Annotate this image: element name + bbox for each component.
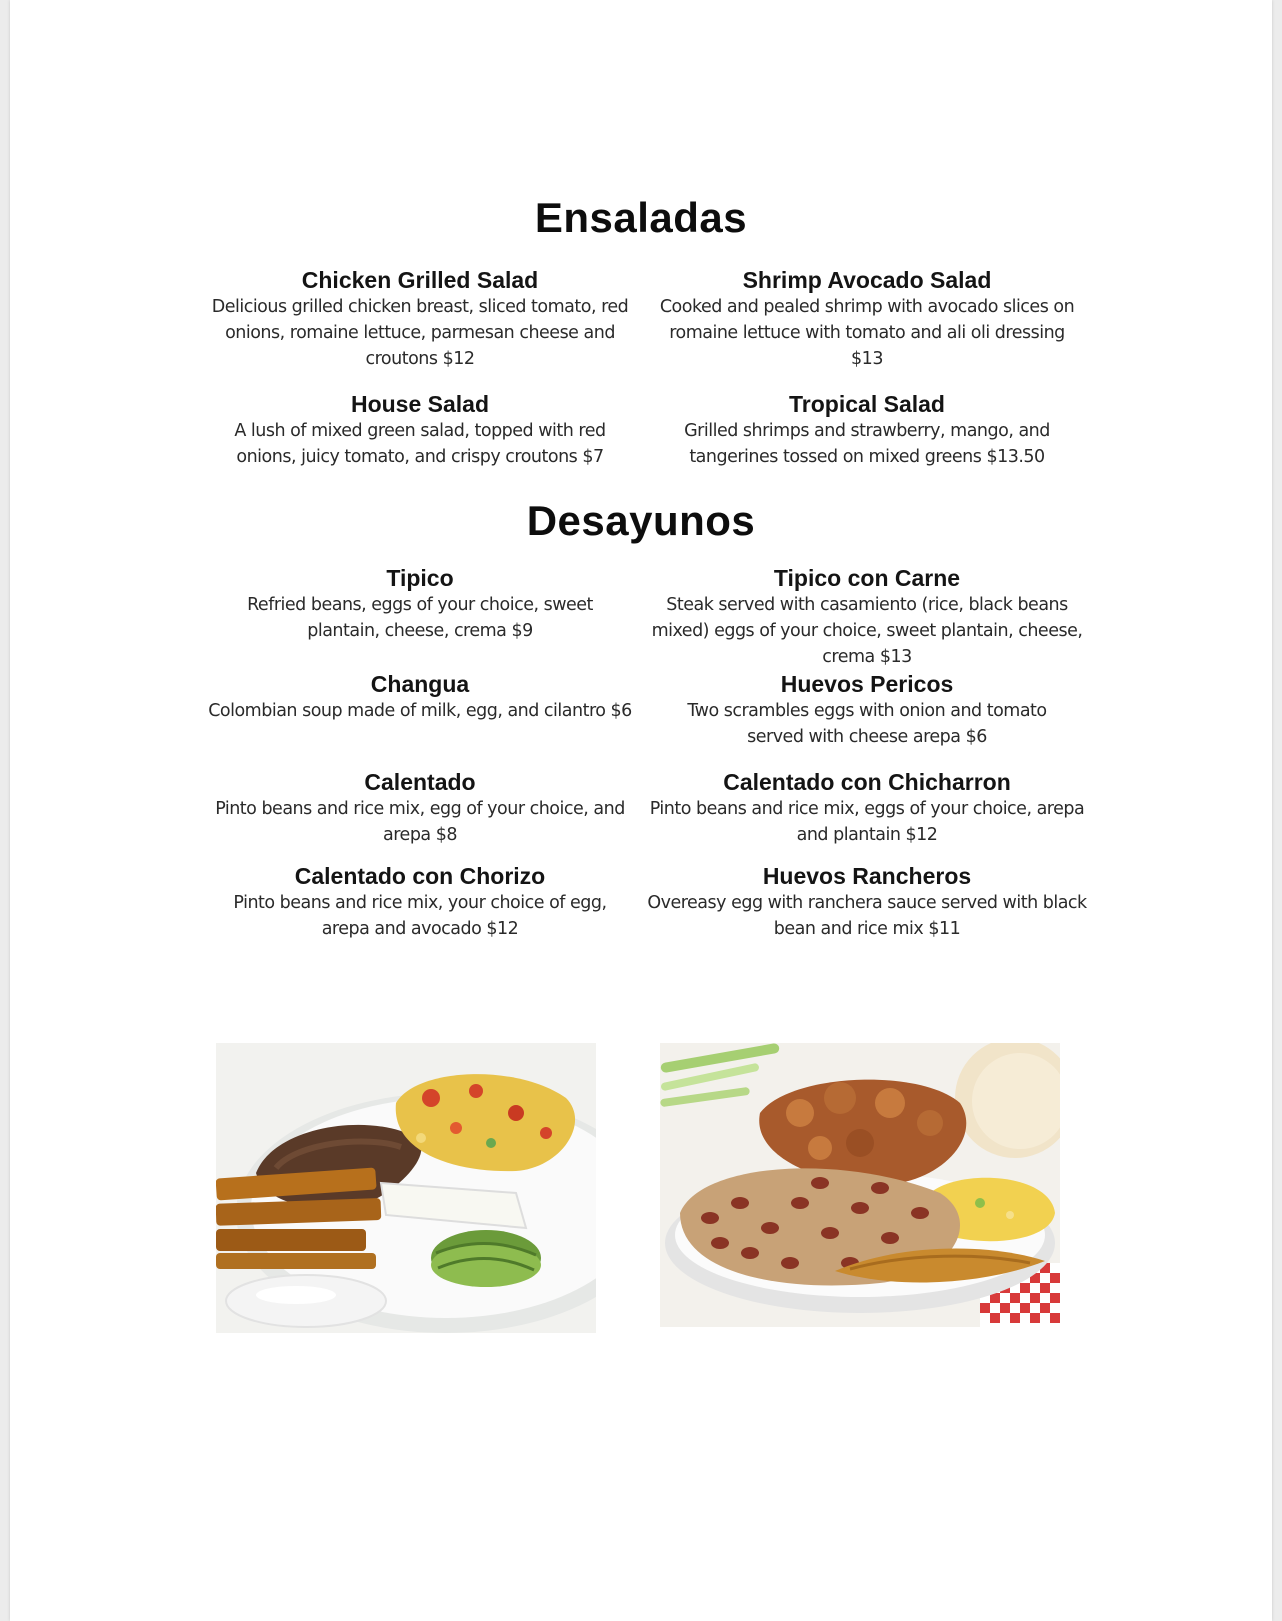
item-name: Shrimp Avocado Salad [742, 267, 992, 293]
item-name: Changua [370, 671, 470, 697]
item-description: Cooked and pealed shrimp with avocado slices on romaine lettuce with tomato and ali oli dressing $13 [659, 297, 1075, 369]
item-name: Chicken Grilled Salad [301, 267, 539, 293]
section-title-ensaladas: Ensaladas [534, 194, 748, 241]
item-description: Pinto beans and rice mix, egg of your choice, and arepa $8 [215, 799, 625, 845]
photo-calentado-plate [660, 1043, 1060, 1327]
item-name: Calentado con Chorizo [294, 863, 546, 889]
item-name: Tropical Salad [789, 391, 945, 417]
item-description: Pinto beans and rice mix, eggs of your choice, arepa and plantain $12 [649, 799, 1085, 845]
section-title-desayunos: Desayunos [526, 497, 756, 544]
menu-item-calentado-con-chicharron [637, 768, 1097, 848]
item-name: Calentado [364, 769, 476, 795]
menu-item-house-salad [190, 390, 650, 470]
photo-tipico-plate [216, 1043, 596, 1333]
tipico-plate-image [216, 1043, 596, 1333]
item-description: Pinto beans and rice mix, your choice of egg, arepa and avocado $12 [233, 893, 607, 939]
menu-item-changua [190, 670, 650, 724]
item-name: Huevos Pericos [780, 671, 954, 697]
menu-item-calentado-con-chorizo [190, 862, 650, 942]
item-name: House Salad [350, 391, 490, 417]
item-name: Calentado con Chicharron [723, 769, 1011, 795]
menu-item-huevos-pericos [637, 670, 1097, 750]
item-name: Tipico [386, 565, 454, 591]
menu-item-tipico-con-carne [637, 564, 1097, 670]
item-description: Steak served with casamiento (rice, black beans mixed) eggs of your choice, sweet plantain, cheese, crema $13 [651, 595, 1083, 667]
menu-item-calentado [190, 768, 650, 848]
menu-item-tipico [190, 564, 650, 644]
item-description: Refried beans, eggs of your choice, sweet plantain, cheese, crema $9 [247, 595, 593, 641]
item-name: Huevos Rancheros [762, 863, 972, 889]
menu-item-chicken-grilled-salad [190, 266, 650, 372]
item-description: Grilled shrimps and strawberry, mango, and tangerines tossed on mixed greens $13.50 [684, 421, 1050, 467]
item-description: Colombian soup made of milk, egg, and cilantro $6 [208, 701, 632, 721]
item-description: Delicious grilled chicken breast, sliced tomato, red onions, romaine lettuce, parmesan cheese and croutons $12 [211, 297, 629, 369]
menu-page [10, 0, 1272, 1621]
menu-item-shrimp-avocado-salad [637, 266, 1097, 372]
item-description: A lush of mixed green salad, topped with red onions, juicy tomato, and crispy croutons $7 [234, 421, 606, 467]
item-description: Overeasy egg with ranchera sauce served with black bean and rice mix $11 [647, 893, 1087, 939]
menu-item-huevos-rancheros [637, 862, 1097, 942]
item-name: Tipico con Carne [773, 565, 961, 591]
item-description: Two scrambles eggs with onion and tomato served with cheese arepa $6 [687, 701, 1047, 747]
menu-item-tropical-salad [637, 390, 1097, 470]
calentado-plate-image [660, 1043, 1060, 1327]
